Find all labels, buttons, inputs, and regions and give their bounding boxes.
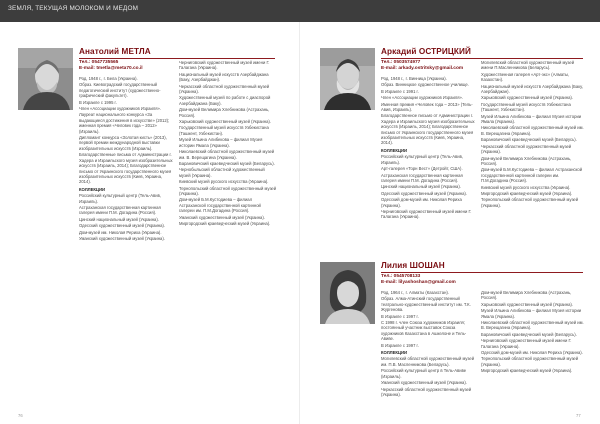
page-gutter [299, 22, 300, 424]
collection-item: Черкасский областной художественный музей (Украина). [381, 386, 472, 397]
artist-name-ostritsky: Аркадий ОСТРИЦКИЙ [381, 47, 471, 56]
collection-item: Харьковский художественный музей (Украина). [481, 95, 573, 101]
collection-item: Миргородский краеведческий музей (Украина). [179, 220, 271, 226]
artist-bio-column-metla [79, 76, 173, 376]
collection-item: Национальный музей искусств Азербайджана (Баку, Азербайджан). [179, 71, 269, 83]
collection-item: Дом-музей Велимира Хлебникова (Астрахань, Россия). [179, 107, 270, 118]
collection-item: Николаевский областной художественный музей им. В. Верещагина (Украина). [179, 149, 275, 160]
collection-item: Дом-музей Б.М.Кустодиева – филиал Астраханской государственной картинной галереи им. П.М.Догадина (Россия). [481, 167, 583, 184]
artist-photo-shoshan [320, 262, 375, 324]
name-rule [381, 58, 583, 59]
bio-line: Образ. Алма-Атинский государственный театрально-художественный институт им. Т.К. Жургенова. [381, 296, 471, 313]
collection-item: Национальный музей искусств Азербайджана (Баку, Азербайджан). [481, 83, 583, 95]
collection-item: Российский культурный центр (Тель-Авив, Израиль). [381, 154, 463, 165]
artist-email: E-mail: tmetla@meta70.co.il [79, 66, 143, 72]
artist-name-shoshan: Лилия ШОШАН [381, 261, 445, 270]
collection-item: Тернопольский областной художественный музей (Украина). [481, 356, 579, 367]
collection-item: Черниговский художественный музей имени Г. Галагана (Украина). [381, 208, 472, 220]
artist-photo-metla [18, 48, 73, 110]
collection-item: Дом-музей Б.М.Кустодиева – филиал Астраханской государственной картинной галереи им. П.М.Догадина (Россия). [179, 197, 261, 214]
collection-item: Цинский национальный музей (Украина). [381, 184, 461, 190]
collection-item: Чернобыльский областной художественный музей (Украина). [179, 167, 265, 178]
collection-item: Харьковский художественный музей (Украина). [179, 119, 271, 125]
collection-item: Уманский художественный музей (Украина). [79, 235, 165, 241]
collection-item: Уманский художественный музей (Украина). [381, 380, 467, 386]
bio-line: В Израиле с 1997 г. [381, 313, 419, 319]
collection-item: Киевский музей русского искусства (Украина). [179, 179, 269, 185]
artist-bio-column-shoshan [381, 290, 475, 410]
collection-item: Одесский художественный музей (Украина). [79, 223, 165, 229]
artist-email: E-mail: arkady.ostritsky@gmail.com [381, 66, 464, 72]
collection-item: Харьковский художественный музей (Украина). [481, 301, 573, 307]
artist-collections-column-ostritsky [481, 60, 585, 226]
artist-tel: Тел.: 0547735565 [79, 60, 119, 65]
collection-item: Музей Ильина Алибекова – филиал Музея истории Ямала (Украина). [481, 113, 582, 125]
bio-line: Род. 1948 г., г. Бела (Украина). [79, 76, 138, 81]
artist-collections-column-metla [179, 60, 277, 372]
bio-line: Благодарственные письма от Администрации г. Хадера и Израильского музея изобразительных искусств (Израиль, 2014); Благодарственное письмо от Украинского государственного музея изобразительных искусств (Киев, Украина, 2014). [79, 152, 173, 185]
name-rule [79, 58, 275, 59]
bio-line: В Израиле с 1995 г. [79, 99, 117, 105]
bio-line: Образ. Винницкое художественное училище. [381, 82, 469, 88]
collection-item: Николаевский областной художественный музей им. В. Верещагина (Украина). [481, 125, 584, 136]
artist-contact-ostritsky [381, 60, 463, 73]
collection-item: Астраханская государственная картинная галерея имени П.М. Догадина (Россия). [381, 172, 463, 183]
artist-bio-column-ostritsky [381, 76, 475, 226]
collection-item: Барановичский краеведческий музей (Беларусь). [481, 137, 577, 143]
collection-item: Могилевский областной художественный музей имени П.Масленникова (Беларусь). [481, 60, 575, 71]
collections-heading: КОЛЛЕКЦИИ [381, 350, 408, 356]
name-rule [381, 272, 583, 273]
bio-line: Благодарственное письмо от Администрации г. Хадера и Израильского музея изобразительных искусств (Израиль, 2014); Благодарственное письмо от Украинского государственного музея изобразительных искусств (Киев, Украина, 2014). [381, 113, 475, 146]
artist-email: E-mail: lilyashoshan@gmail.com [381, 280, 456, 286]
collection-item: Черкасский областной художественный музей (Украина). [179, 83, 270, 95]
artist-tel: Тел.: 0545708133 [381, 274, 421, 279]
collection-item: Барановичский краеведческий музей (Беларусь). [179, 160, 275, 166]
collection-item: Николаевский областной художественный музей им. В. Верещагина (Украина). [481, 320, 584, 331]
collection-item: Арт-галерея «Торн Вест» (Детройт, США). [381, 166, 463, 172]
collection-item: Цинский национальный музей (Украина). [79, 216, 159, 222]
artist-name-metla: Анатолий МЕТЛА [79, 47, 151, 56]
bio-line: Член «Ассоциации художников Израиля». [381, 95, 463, 101]
collection-item: Дом-музей Велимира Хлебникова (Астрахань, Россия). [481, 290, 572, 301]
artist-collections-column-shoshan [481, 290, 585, 410]
collection-item: Государственный музей искусств Узбекистана (Ташкент, Узбекистан). [179, 125, 269, 136]
collection-item: Российский культурный центр (Тель-Авив, Израиль). [79, 193, 161, 204]
collection-item: Киевский музей русского искусства (Украина). [481, 184, 571, 190]
bio-line: Образ. Киевоградский государственный педагогический институт (художественно-графический факультет). [79, 82, 161, 99]
collection-item: Музей Ильина Алибекова – филиал Музея истории Ямала (Украина). [179, 137, 263, 148]
collection-item: Тернопольский областной художественный музей (Украина). [179, 185, 277, 196]
page-number-left: 76 [18, 413, 23, 418]
collection-item: Одесский художественный музей (Украина). [381, 190, 467, 196]
collection-item: Могилевский областной художественный музей им. П.В. Масленникова (Беларусь). [381, 356, 475, 367]
collection-item: Дом-музей им. Николая Рериха (Украина). [79, 229, 162, 235]
artist-photo-ostritsky [320, 48, 375, 110]
collection-item: Черниговский художественный музей имени Г. Галагана (Украина). [179, 60, 270, 71]
collection-item: Дом-музей Велимира Хлебникова (Астрахань, Россия). [481, 155, 572, 166]
collection-item: Российский культурный центр в Тель-Авиве (Израиль). [381, 368, 467, 379]
bio-line: Род. 1948 г., г. Винница (Украина). [381, 76, 447, 81]
collection-item: Барановичский краеведческий музей (Беларусь). [481, 331, 577, 337]
collection-item: Черкасский областной художественный музей (Украина). [481, 143, 572, 155]
collection-item: Тернопольский областной художественный музей (Украина). [481, 197, 579, 208]
bio-line: В Израиле с 1991 г. [381, 88, 419, 94]
artist-tel: Тел.: 0503574977 [381, 60, 421, 65]
bio-line: Род. 1964 г., г. Алматы (Казахстан). [381, 290, 449, 295]
bio-line: Дипломант конкурса «Золотая кисть» (2013), первой премии международной выставки изобразительных искусств (Израиль). [79, 135, 167, 151]
collection-item: Миргородский краеведческий музей (Украина). [481, 368, 573, 374]
collections-heading: КОЛЛЕКЦИИ [79, 186, 106, 192]
artist-contact-metla [79, 60, 143, 73]
artist-contact-shoshan [381, 274, 456, 287]
bio-line: Член «Ассоциации художников Израиля». [79, 106, 161, 112]
header-bar [0, 0, 600, 22]
bio-line: В Израиле с 1997 г. [381, 342, 419, 348]
collection-item: Астраханская государственная картинная галерея имени П.М. Догадина (Россия). [79, 204, 161, 216]
collection-item: Художественный музей по работе с диаспорой Азербайджана (Баку). [179, 95, 271, 106]
collection-item: Одесский дом-музей им. Николая Рериха (Украина). [381, 197, 462, 208]
collection-item: Черниговский художественный музей имени Г. Галагана (Украина). [481, 338, 572, 349]
collection-item: Музей Ильина Алибекова – филиал Музея истории Ямала (Украина). [481, 308, 582, 319]
section-title: ЗЕМЛЯ, ТЕКУЩАЯ МОЛОКОМ И МЕДОМ [8, 5, 139, 12]
bio-line: С 1998 г. член Союза художников Израиля; постоянный участник выставок Союза художников Казахстана в Ашкелоне и Тель-Авиве. [381, 320, 467, 342]
collection-item: Государственный музей искусств Узбекистана (Ташкент, Узбекистан). [481, 101, 571, 113]
collection-item: Миргородский краеведческий музей (Украина). [481, 190, 573, 196]
collection-item: Художественная галерея «Арт-экс» (Алматы, Казахстан). [481, 71, 570, 83]
bio-line: Лауреат национального конкурса «За выдающиеся достижения в искусстве» (2012); именная премия «Человек года – 2012» (Израиль). [79, 112, 170, 134]
collections-heading: КОЛЛЕКЦИИ [381, 147, 408, 153]
collection-item: Одесский дом-музей им. Николая Рериха (Украина). [481, 350, 583, 356]
collection-item: Уманский художественный музей (Украина). [179, 214, 265, 220]
bio-line: Именная премия «Человек года – 2013» (Тель-Авив, Израиль). [381, 101, 473, 113]
page-number-right: 77 [576, 413, 581, 418]
